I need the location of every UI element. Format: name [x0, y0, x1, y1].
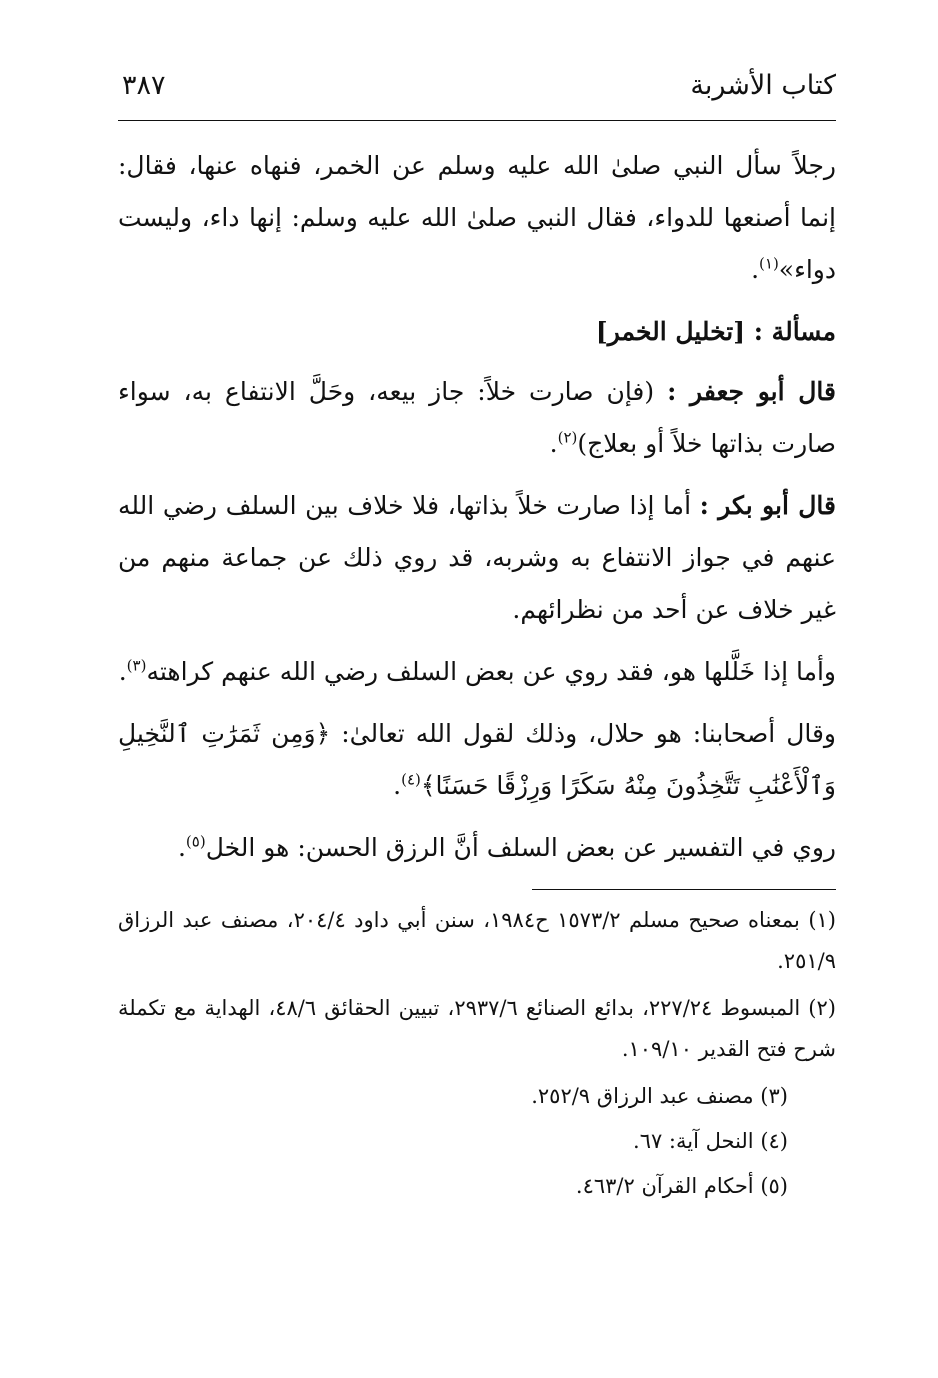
paragraph-4-end: .	[118, 657, 127, 686]
main-text	[118, 140, 836, 874]
paragraph-2	[118, 366, 836, 470]
speaker-label-abu-jafar: قال أبو جعفر :	[667, 377, 836, 406]
footnote-ref-2: (٢)	[557, 428, 578, 447]
footnotes	[118, 900, 836, 1211]
paragraph-1-text: رجلاً سأل النبي صلىٰ الله عليه وسلم عن الخمر، فنهاه عنها، فقال: إنما أصنعها للدواء، فقال النبي صلىٰ الله عليه وسلم: إنها داء، وليست دواء»	[118, 151, 836, 284]
paragraph-1-end: .	[751, 255, 760, 284]
footnote-2: (٢) المبسوط ٢٢٧/٢٤، بدائع الصنائع ٢٩٣٧/٦، تبيين الحقائق ٤٨/٦، الهداية مع تكملة شرح فتح القدير ١٠٩/١٠.	[118, 996, 836, 1061]
footnote-ref-3: (٣)	[126, 656, 147, 675]
page-number: ٣٨٧	[122, 70, 166, 101]
footnote-1: (١) بمعناه صحيح مسلم ١٥٧٣/٢ ح١٩٨٤، سنن أبي داود ٢٠٤/٤، مصنف عبد الرزاق ٢٥١/٩.	[118, 908, 836, 973]
paragraph-2-text: (فإن صارت خلاً: جاز بيعه، وحَلَّ الانتفاع به، سواء صارت بذاتها خلاً أو بعلاج)	[118, 377, 836, 458]
paragraph-1	[118, 140, 836, 296]
paragraph-6-text: روي في التفسير عن بعض السلف أنَّ الرزق الحسن: هو الخل	[205, 833, 836, 862]
paragraph-6	[118, 822, 836, 874]
paragraph-5	[118, 708, 836, 812]
paragraph-3-text: أما إذا صارت خلاً بذاتها، فلا خلاف بين السلف رضي الله عنهم في جواز الانتفاع به وشربه، قد روي ذلك عن جماعة منهم من غير خلاف عن أحد من نظرائهم.	[118, 491, 836, 624]
paragraph-5-end: .	[393, 771, 402, 800]
paragraph-5-text: وقال أصحابنا: هو حلال، وذلك لقول الله تعالىٰ:	[330, 719, 837, 748]
footnote-ref-4: (٤)	[401, 770, 421, 789]
running-title: كتاب الأشربة	[690, 70, 836, 101]
paragraph-3	[118, 480, 836, 636]
footnote-ref-1: (١)	[759, 254, 779, 273]
quran-verse: ﴿وَمِن ثَمَرَٰتِ ٱلنَّخِيلِ وَٱلْأَعْنَٰبِ تَتَّخِذُونَ مِنْهُ سَكَرًا وَرِزْقًا حَسَنًا﴾	[118, 719, 836, 800]
footnote-separator	[532, 889, 836, 890]
footnote-3: (٣) مصنف عبد الرزاق ٢٥٢/٩.	[531, 1084, 788, 1108]
paragraph-4-text: وأما إذا خَلَّلها هو، فقد روي عن بعض السلف رضي الله عنهم كراهته	[146, 657, 836, 686]
page-header	[118, 62, 836, 121]
paragraph-4	[118, 646, 836, 698]
paragraph-6-end: .	[177, 833, 186, 862]
footnote-5: (٥) أحكام القرآن ٤٦٣/٢.	[575, 1174, 788, 1198]
speaker-label-abu-bakr: قال أبو بكر :	[699, 491, 836, 520]
paragraph-2-end: .	[549, 429, 558, 458]
footnote-4: (٤) النحل آية: ٦٧.	[633, 1129, 788, 1153]
section-heading: مسألة : [تخليل الخمر]	[595, 317, 836, 346]
footnote-ref-5: (٥)	[185, 832, 206, 851]
